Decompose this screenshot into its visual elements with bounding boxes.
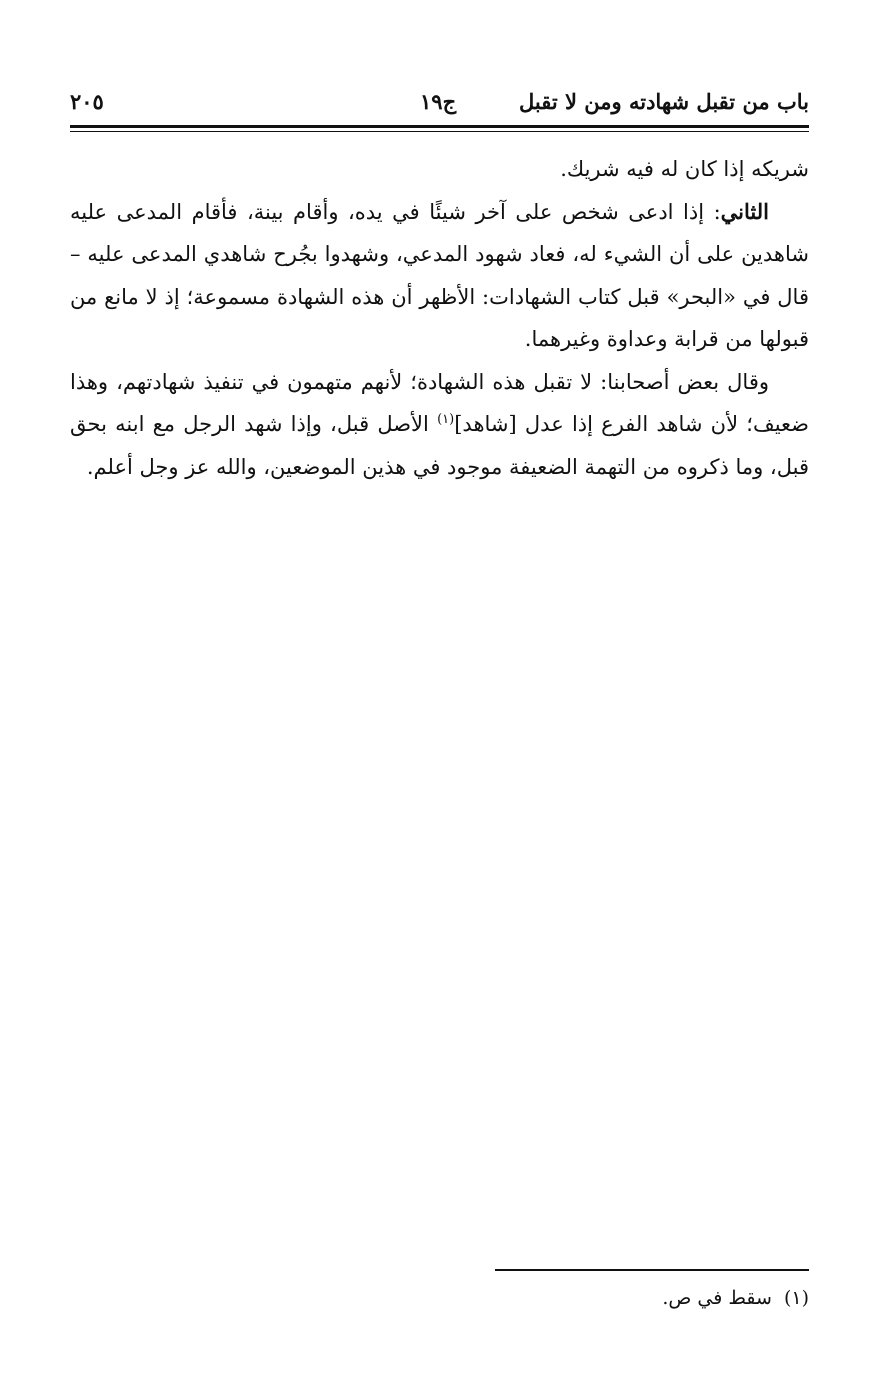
- chapter-title: باب من تقبل شهادته ومن لا تقبل: [518, 89, 809, 114]
- paragraph-2-text: : إذا ادعى شخص على آخر شيئًا في يده، وأقام بينة، فأقام المدعى عليه شاهدين على أن الشيء له، فعاد شهود المدعي، وشهدوا بجُرح شاهدي المدعى عليه – قال في «البحر» قبل كتاب الشهادات: الأظهر أن هذه الشهادة مسموعة؛ إذ لا مانع من قبولها من قرابة وعداوة وغيرهما.: [70, 199, 809, 351]
- running-header: [70, 84, 809, 120]
- footnote-text: سقط في ص.: [662, 1287, 772, 1309]
- paragraph-3-text-a: وقال بعض أصحابنا: لا تقبل هذه الشهادة؛ لأنهم متهمون في تنفيذ شهادتهم، وهذا ضعيف؛ لأن شاهد الفرع إذا عدل [شاهد]: [70, 369, 809, 436]
- paragraph-3: [70, 361, 809, 489]
- paragraph-3-text-b: الأصل قبل، وإذا شهد الرجل مع ابنه بحق قبل، وما ذكروه من التهمة الضعيفة موجود في هذين الموضعين، والله عز وجل أعلم.: [70, 412, 809, 479]
- paragraph-2-lead: الثاني: [720, 198, 769, 224]
- main-text: [70, 148, 809, 488]
- volume-label: ج١٩: [420, 89, 457, 114]
- paragraph-2: [70, 191, 809, 361]
- footnote-marker: (١): [783, 1287, 809, 1309]
- header-rule-thick: [70, 125, 809, 128]
- paragraph-1-text: شريكه إذا كان له فيه شريك.: [560, 157, 809, 181]
- footnote-reference: (١): [437, 412, 455, 427]
- paragraph-1: [70, 148, 809, 191]
- header-rule-thin: [70, 131, 809, 132]
- footnote: [70, 1283, 809, 1313]
- page-number: ٢٠٥: [70, 89, 104, 114]
- footnote-separator: [495, 1269, 809, 1271]
